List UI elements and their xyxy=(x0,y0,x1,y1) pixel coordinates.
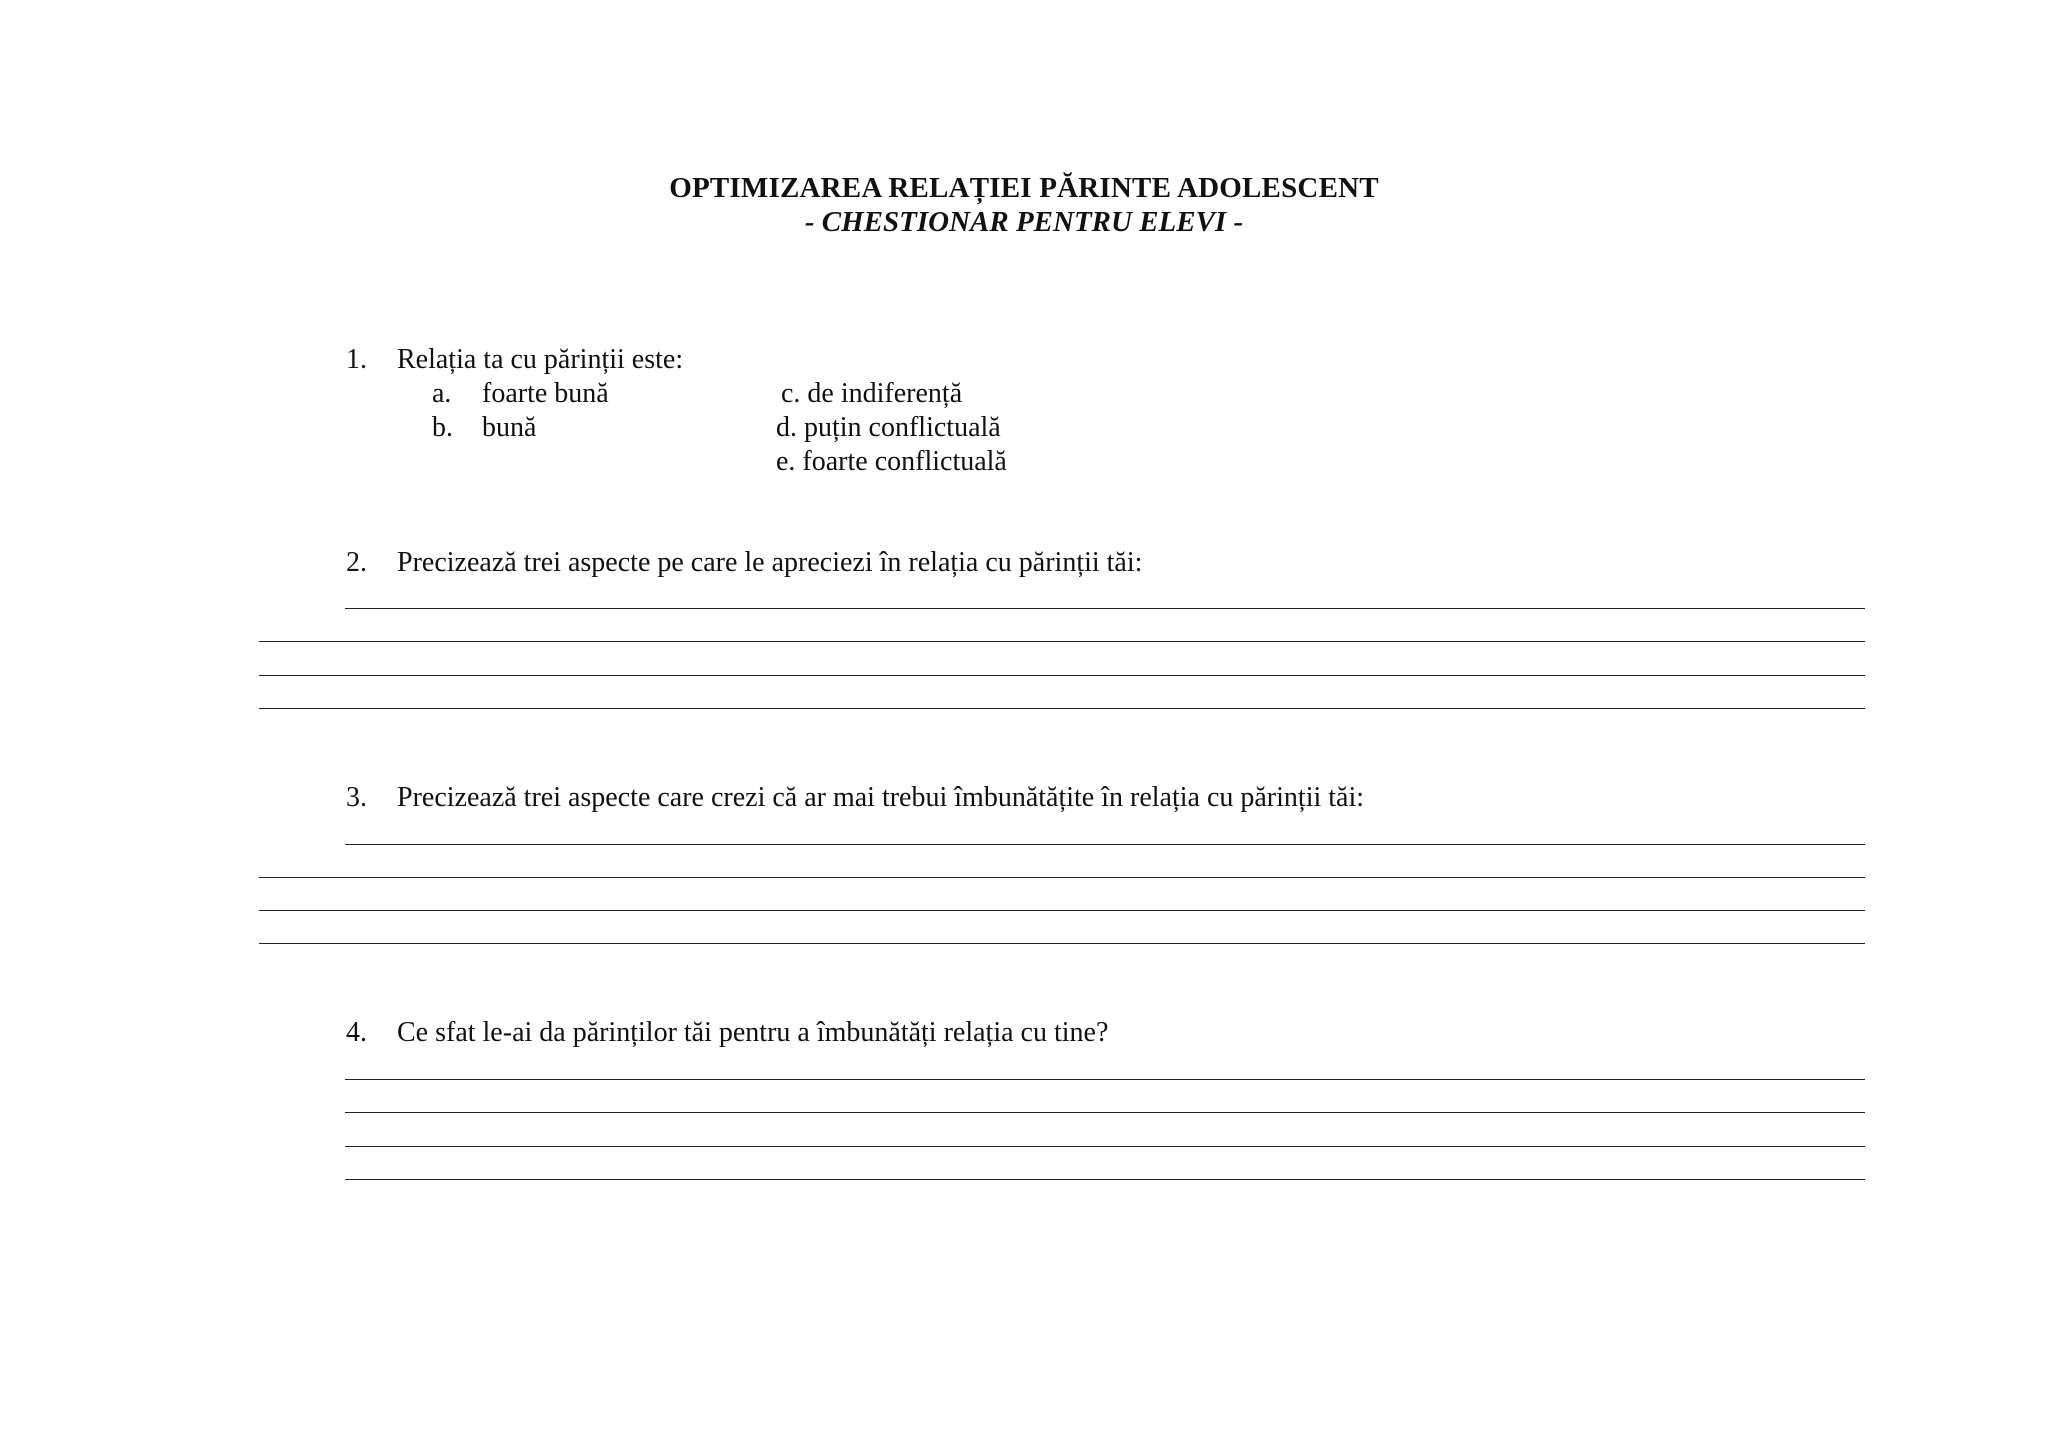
option-letter-a: a. xyxy=(432,378,452,409)
answer-line[interactable] xyxy=(345,844,1865,845)
question-text: Precizează trei aspecte care crezi că ar mai trebui îmbunătățite în relația cu părinții tăi: xyxy=(397,782,1365,813)
option-a-label: foarte bună xyxy=(482,378,609,409)
option-e-label: e. foarte conflictuală xyxy=(776,446,1007,477)
answer-line[interactable] xyxy=(259,943,1865,944)
answer-line[interactable] xyxy=(259,910,1865,911)
answer-line[interactable] xyxy=(259,708,1865,709)
answer-line[interactable] xyxy=(259,641,1865,642)
answer-line[interactable] xyxy=(259,675,1865,676)
question-text: Relația ta cu părinții este: xyxy=(397,344,684,375)
answer-line[interactable] xyxy=(345,608,1865,609)
question-number: 4. xyxy=(346,1017,367,1048)
answer-line[interactable] xyxy=(345,1179,1865,1180)
option-b-label: bună xyxy=(482,412,537,443)
option-letter-b: b. xyxy=(432,412,453,443)
option-d-label: d. puțin conflictuală xyxy=(776,412,1001,443)
document-subtitle: - CHESTIONAR PENTRU ELEVI - xyxy=(804,206,1244,238)
question-text: Precizează trei aspecte pe care le apreciezi în relația cu părinții tăi: xyxy=(397,547,1143,578)
answer-line[interactable] xyxy=(345,1112,1865,1113)
answer-line[interactable] xyxy=(345,1079,1865,1080)
option-c-label: c. de indiferență xyxy=(781,378,963,409)
answer-line[interactable] xyxy=(345,1146,1865,1147)
question-number: 1. xyxy=(346,344,367,375)
document-title: OPTIMIZAREA RELAȚIEI PĂRINTE ADOLESCENT xyxy=(669,172,1379,204)
question-text: Ce sfat le-ai da părinților tăi pentru a îmbunătăți relația cu tine? xyxy=(397,1017,1109,1048)
question-number: 2. xyxy=(346,547,367,578)
answer-line[interactable] xyxy=(259,877,1865,878)
question-number: 3. xyxy=(346,782,367,813)
